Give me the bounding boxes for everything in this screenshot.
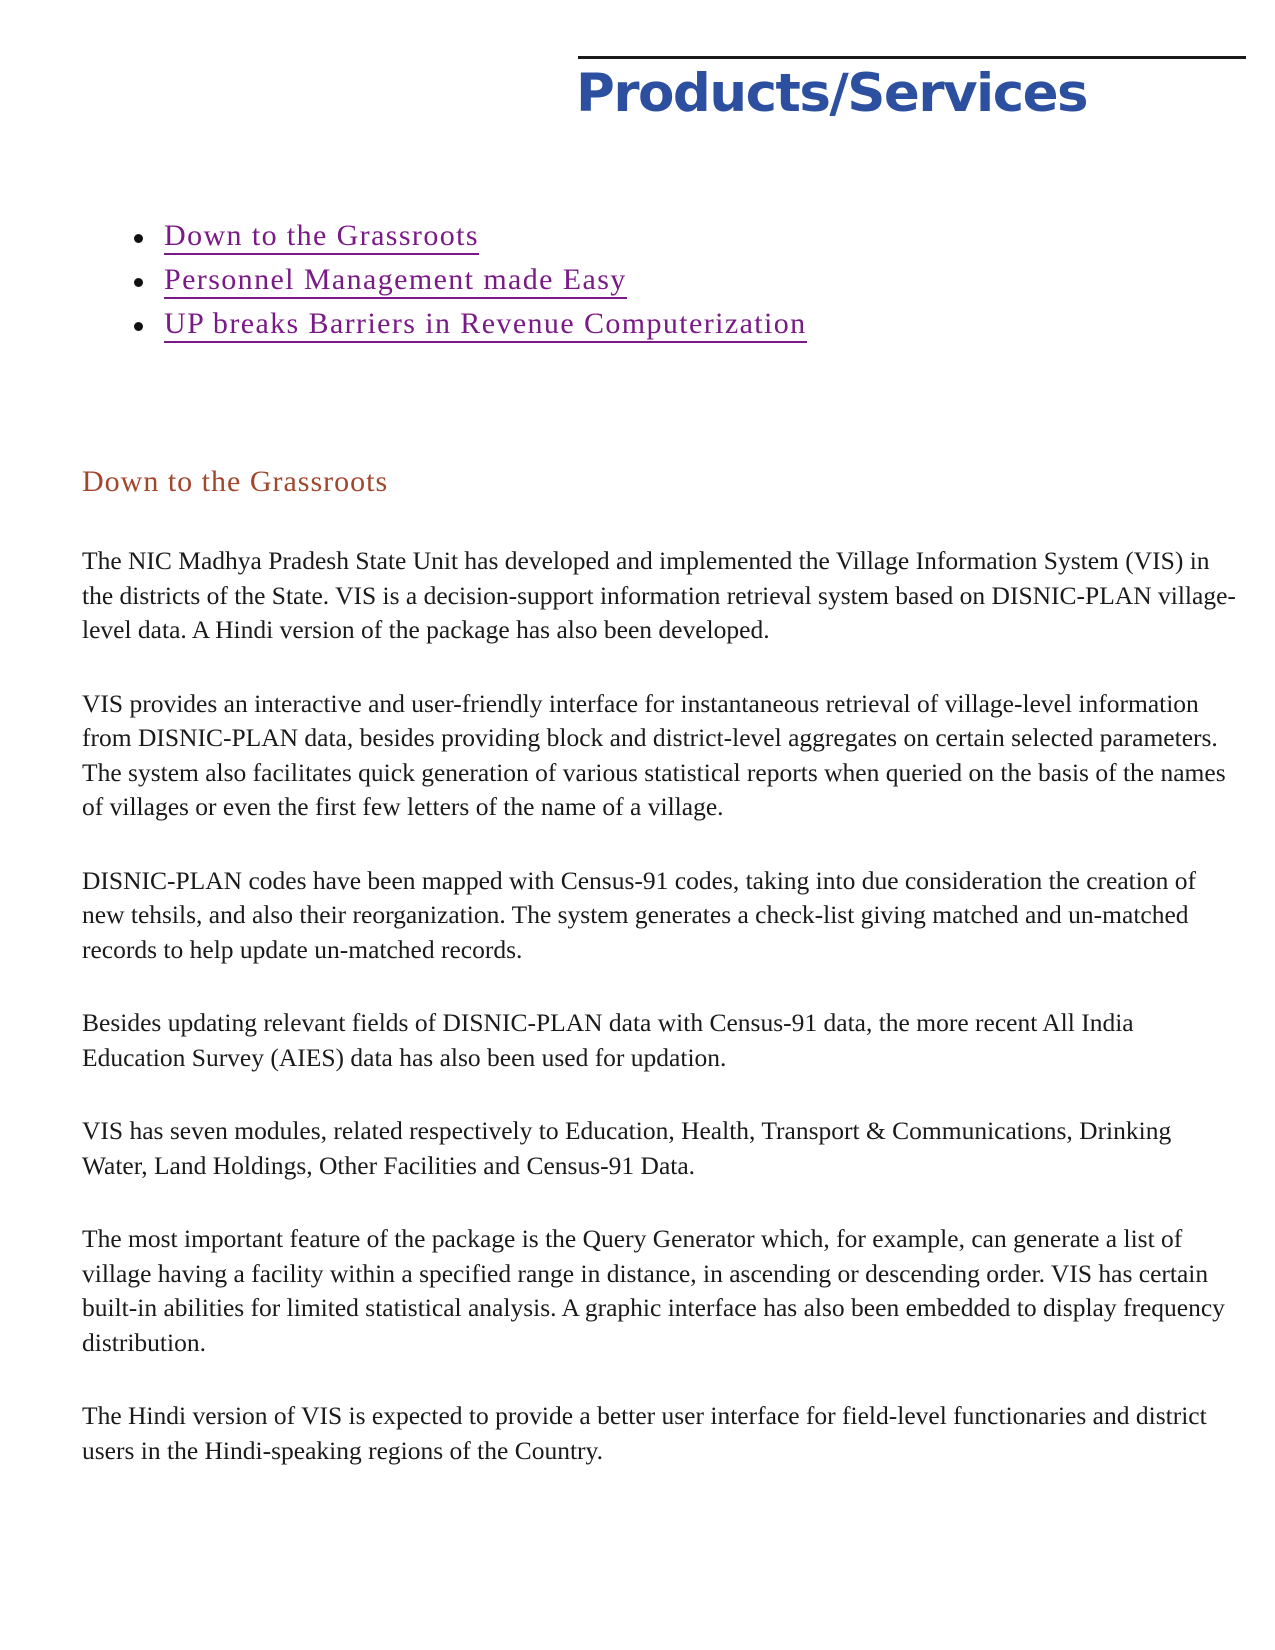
toc-link-up-revenue[interactable]: UP breaks Barriers in Revenue Computerization xyxy=(164,307,807,343)
section-heading: Down to the Grassroots xyxy=(82,465,389,498)
paragraph: DISNIC-PLAN codes have been mapped with Census-91 codes, taking into due consideration the creation of new tehsils, and also their reorganization. The system generates a check-list giving matched and un-matched records to help update un-matched records. xyxy=(82,865,1196,964)
toc-link-personnel-management[interactable]: Personnel Management made Easy xyxy=(164,263,627,299)
toc-item xyxy=(130,258,807,302)
paragraph: The most important feature of the package is the Query Generator which, for example, can generate a list of village having a facility within a specified range in distance, in ascending or descending order. VIS has certain built-in abilities for limited statistical analysis. A graphic interface has also been embedded to display frequency distribution. xyxy=(82,1224,1225,1357)
article-body xyxy=(82,544,1242,1507)
paragraph: VIS provides an interactive and user-friendly interface for instantaneous retrieval of village-level information from DISNIC-PLAN data, besides providing block and district-level aggregates on certain selected parameters. The system also facilitates quick generation of various statistical reports when queried on the basis of the names of villages or even the first few letters of the name of a village. xyxy=(82,688,1226,821)
table-of-contents xyxy=(130,214,807,346)
bullet-icon xyxy=(134,234,143,243)
paragraph: The NIC Madhya Pradesh State Unit has developed and implemented the Village Information System (VIS) in the districts of the State. VIS is a decision-support information retrieval system based on DISNIC-PLAN village-level data. A Hindi version of the package has also been developed. xyxy=(82,546,1236,644)
toc-item xyxy=(130,214,807,258)
bullet-icon xyxy=(134,278,143,287)
toc-item xyxy=(130,302,807,346)
bullet-icon xyxy=(134,322,143,331)
paragraph: Besides updating relevant fields of DISNIC-PLAN data with Census-91 data, the more recent All India Education Survey (AIES) data has also been used for updation. xyxy=(82,1008,1134,1072)
toc-link-grassroots[interactable]: Down to the Grassroots xyxy=(164,219,479,255)
paragraph: The Hindi version of VIS is expected to provide a better user interface for field-level functionaries and district users in the Hindi-speaking regions of the Country. xyxy=(82,1401,1207,1465)
paragraph: VIS has seven modules, related respectively to Education, Health, Transport & Communications, Drinking Water, Land Holdings, Other Facilities and Census-91 Data. xyxy=(82,1116,1172,1180)
page-title: Products/Services xyxy=(576,63,1088,124)
